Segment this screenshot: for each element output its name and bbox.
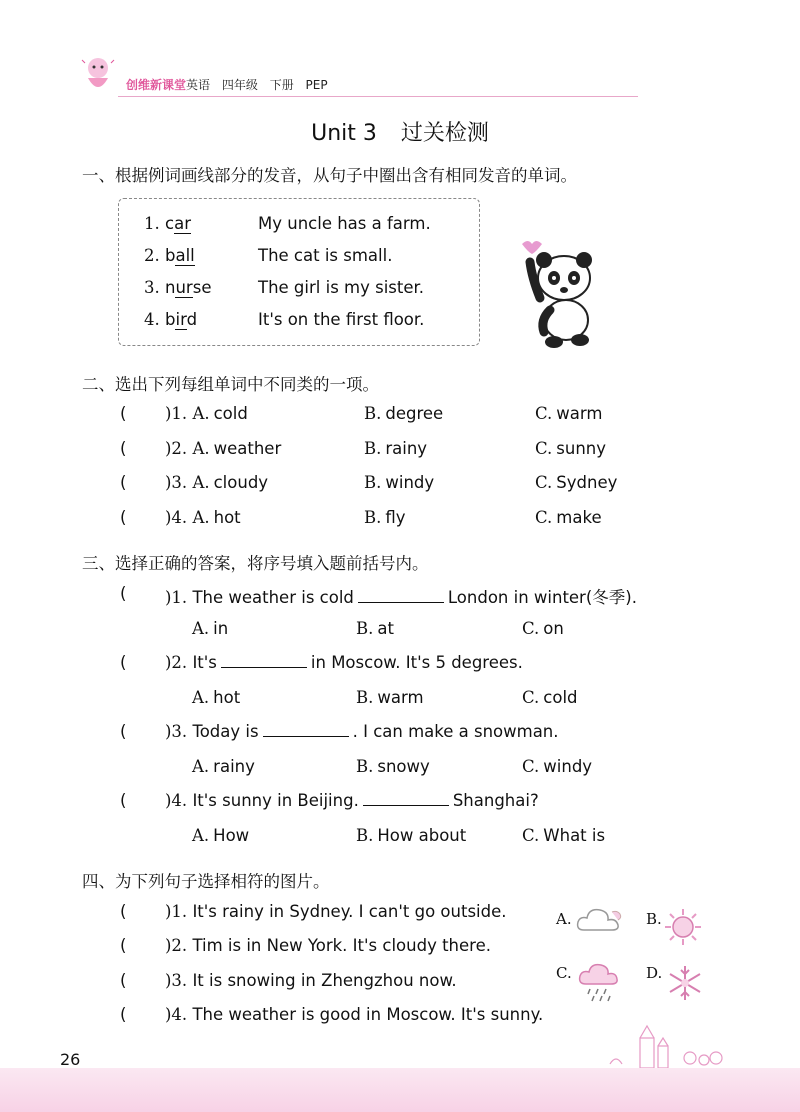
s3-question-2: )2. It's in Moscow. It's 5 degrees. bbox=[165, 653, 523, 672]
s3-question-3: )3. Today is . I can make a snowman. bbox=[165, 722, 559, 741]
s3-option-b-1: B. at bbox=[356, 619, 394, 638]
s2-option-b-4: B. fly bbox=[364, 508, 406, 527]
series-logo bbox=[76, 52, 120, 98]
cloud-icon bbox=[576, 904, 624, 942]
s2-option-a-2: )2. A. weather bbox=[165, 439, 282, 458]
pic-label-c: C. bbox=[556, 964, 572, 982]
blank[interactable] bbox=[363, 791, 449, 806]
s1-item-2: 2. ball bbox=[144, 246, 195, 265]
s3-option-a-1: A. in bbox=[192, 619, 229, 638]
s3-option-b-3: B. snowy bbox=[356, 757, 430, 776]
s4-answer-3[interactable]: ( bbox=[120, 971, 127, 990]
s3-option-c-4: C. What is bbox=[522, 826, 606, 845]
page-title bbox=[0, 116, 800, 147]
s3-option-c-3: C. windy bbox=[522, 757, 593, 776]
section2-heading: 二、选出下列每组单词中不同类的一项。 bbox=[82, 375, 379, 394]
s3-question-4: )4. It's sunny in Beijing. Shanghai? bbox=[165, 791, 539, 810]
s2-answer-1[interactable]: ( bbox=[120, 404, 127, 423]
s4-sentence-1: )1. It's rainy in Sydney. I can't go outside. bbox=[165, 902, 507, 921]
volume: 下册 bbox=[269, 78, 294, 92]
section1-heading: 一、根据例词画线部分的发音，从句子中圈出含有相同发音的单词。 bbox=[82, 166, 577, 185]
s2-option-b-1: B. degree bbox=[364, 404, 444, 423]
s2-option-c-3: C. Sydney bbox=[535, 473, 618, 492]
s4-answer-1[interactable]: ( bbox=[120, 902, 127, 921]
castle-decoration-icon bbox=[600, 1024, 730, 1072]
s2-answer-3[interactable]: ( bbox=[120, 473, 127, 492]
s2-option-b-3: B. windy bbox=[364, 473, 435, 492]
s4-answer-4[interactable]: ( bbox=[120, 1005, 127, 1024]
s3-option-c-2: C. cold bbox=[522, 688, 578, 707]
s3-option-b-4: B. How about bbox=[356, 826, 467, 845]
subject: 英语 bbox=[186, 78, 211, 92]
rain-cloud-icon bbox=[578, 962, 622, 1008]
pic-label-b: B. bbox=[646, 910, 662, 928]
grade: 四年级 bbox=[221, 78, 258, 92]
s1-item-4: 4. bird bbox=[144, 310, 198, 329]
s2-option-a-3: )3. A. cloudy bbox=[165, 473, 269, 492]
s3-question-1: )1. The weather is cold London in winter(冬季). bbox=[165, 588, 637, 607]
header-divider bbox=[118, 96, 638, 97]
section3-heading: 三、选择正确的答案，将序号填入题前括号内。 bbox=[82, 554, 429, 573]
section4-heading: 四、为下列句子选择相符的图片。 bbox=[82, 872, 330, 891]
s3-answer-4[interactable]: ( bbox=[120, 791, 127, 810]
s2-option-a-1: )1. A. cold bbox=[165, 404, 248, 423]
page-number: 26 bbox=[60, 1050, 81, 1069]
s2-answer-2[interactable]: ( bbox=[120, 439, 127, 458]
s2-option-c-4: C. make bbox=[535, 508, 602, 527]
panda-icon bbox=[514, 238, 600, 356]
s3-answer-1[interactable]: ( bbox=[120, 584, 127, 603]
s1-item-1: 1. car bbox=[144, 214, 191, 233]
s2-option-b-2: B. rainy bbox=[364, 439, 428, 458]
s2-answer-4[interactable]: ( bbox=[120, 508, 127, 527]
unit-label: Unit 3 bbox=[311, 121, 377, 146]
s1-sentence-3: The girl is my sister. bbox=[258, 278, 425, 297]
s3-option-a-3: A. rainy bbox=[192, 757, 255, 776]
s3-option-a-2: A. hot bbox=[192, 688, 241, 707]
s4-sentence-3: )3. It is snowing in Zhengzhou now. bbox=[165, 971, 457, 990]
pic-label-d: D. bbox=[646, 964, 663, 982]
brand-name: 创维新课堂 bbox=[126, 78, 187, 92]
s2-option-c-2: C. sunny bbox=[535, 439, 607, 458]
s2-option-c-1: C. warm bbox=[535, 404, 603, 423]
blank[interactable] bbox=[263, 722, 349, 737]
test-name: 过关检测 bbox=[400, 121, 489, 146]
book-info bbox=[186, 76, 336, 93]
blank[interactable] bbox=[358, 588, 444, 603]
s3-answer-2[interactable]: ( bbox=[120, 653, 127, 672]
s1-sentence-1: My uncle has a farm. bbox=[258, 214, 431, 233]
edition: PEP bbox=[305, 78, 328, 92]
s3-option-c-1: C. on bbox=[522, 619, 564, 638]
s3-answer-3[interactable]: ( bbox=[120, 722, 127, 741]
s1-sentence-2: The cat is small. bbox=[258, 246, 393, 265]
s3-option-a-4: A. How bbox=[192, 826, 250, 845]
s1-sentence-4: It's on the first floor. bbox=[258, 310, 425, 329]
footer-band bbox=[0, 1068, 800, 1112]
s1-item-3: 3. nurse bbox=[144, 278, 212, 297]
blank[interactable] bbox=[221, 653, 307, 668]
sun-icon bbox=[664, 908, 702, 950]
s4-sentence-4: )4. The weather is good in Moscow. It's sunny. bbox=[165, 1005, 544, 1024]
snowflake-icon bbox=[666, 964, 704, 1006]
s2-option-a-4: )4. A. hot bbox=[165, 508, 241, 527]
pic-label-a: A. bbox=[556, 910, 572, 928]
s4-sentence-2: )2. Tim is in New York. It's cloudy there. bbox=[165, 936, 491, 955]
s3-option-b-2: B. warm bbox=[356, 688, 424, 707]
s4-answer-2[interactable]: ( bbox=[120, 936, 127, 955]
